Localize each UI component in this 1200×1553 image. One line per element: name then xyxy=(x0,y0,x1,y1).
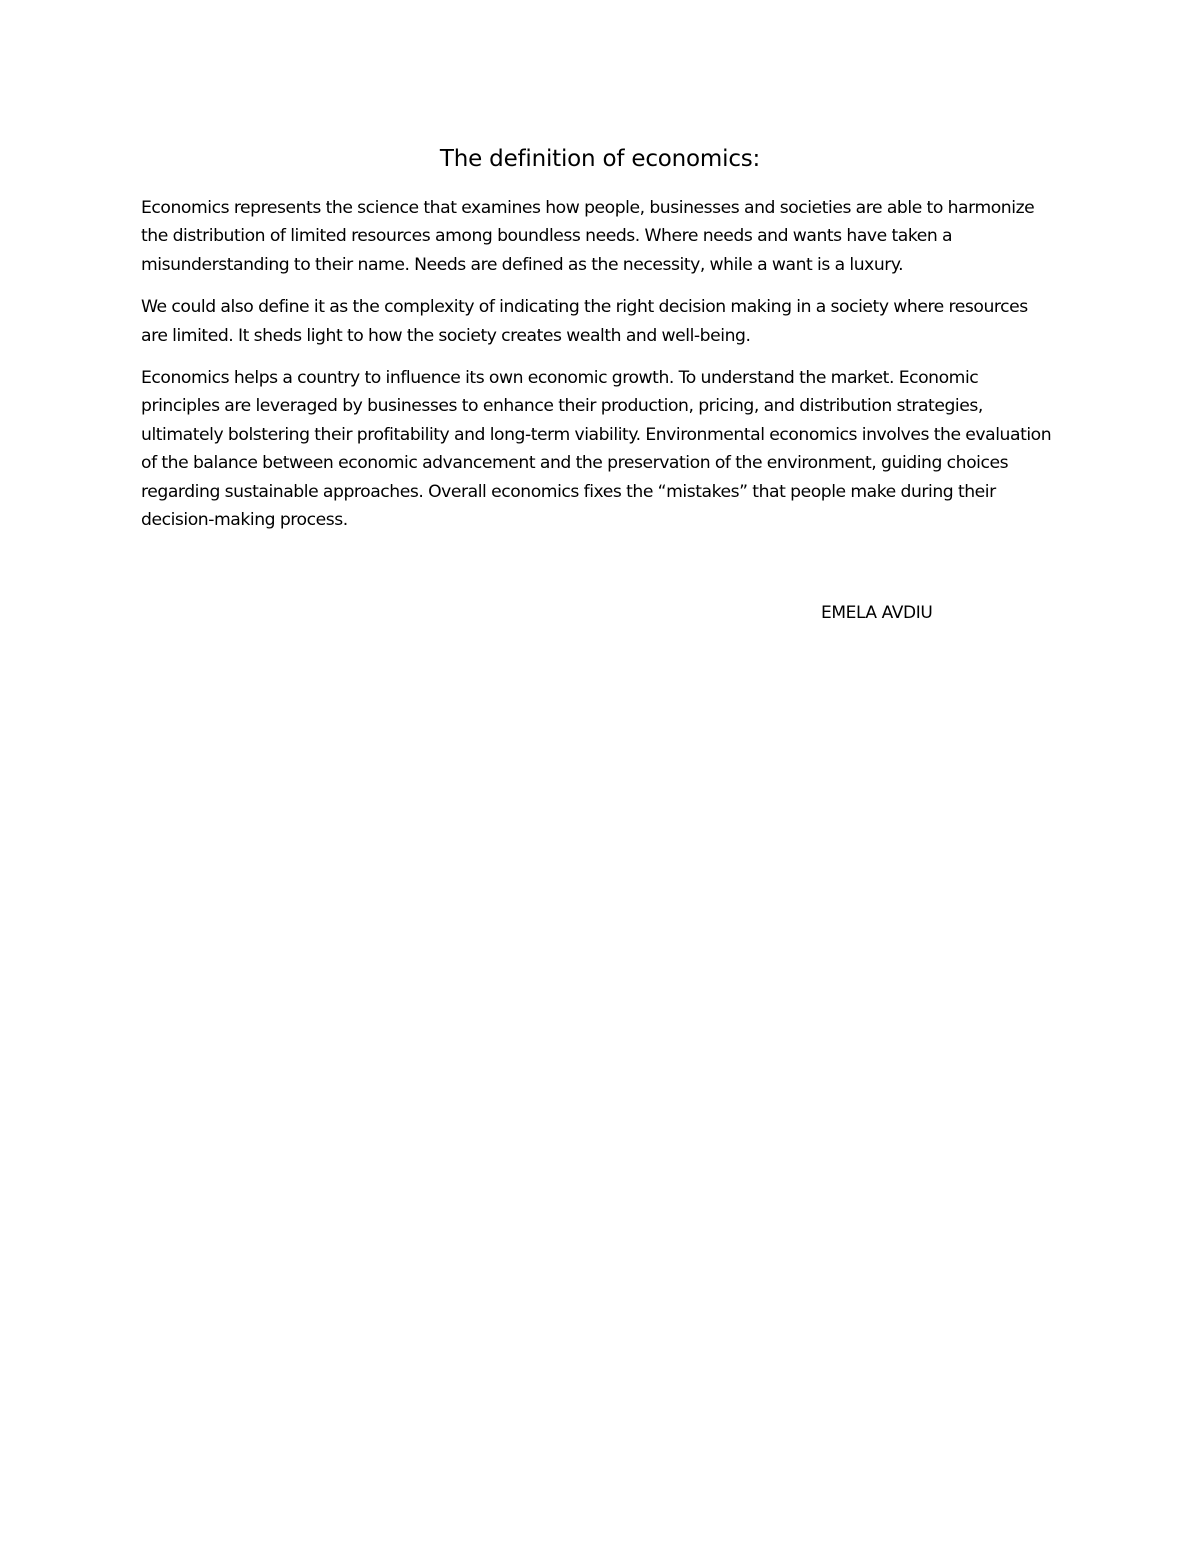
document-title: The definition of economics: xyxy=(439,146,761,172)
paragraph-applications: Economics helps a country to influence its own economic growth. To understand the market. Economic principles are leveraged by businesses to enhance their production, pricing, and distribution strategies, ultimately bolstering their profitability and long-term viability. Environmental economics involves the evaluation of the balance between economic advancement and the preservation of the environment, guiding choices regarding sustainable approaches. Overall economics fixes the “mistakes” that people make during their decision-making process. xyxy=(141,368,1052,531)
document-body xyxy=(141,194,1056,548)
paragraph-definition: Economics represents the science that examines how people, businesses and societies are able to harmonize the distribution of limited resources among boundless needs. Where needs and wants have taken a misunderstanding to their name. Needs are defined as the necessity, while a want is a luxury. xyxy=(141,198,1035,275)
paragraph-decision-making: We could also define it as the complexity of indicating the right decision making in a society where resources are limited. It sheds light to how the society creates wealth and well-being. xyxy=(141,297,1028,346)
author-signature: EMELA AVDIU xyxy=(821,603,933,623)
